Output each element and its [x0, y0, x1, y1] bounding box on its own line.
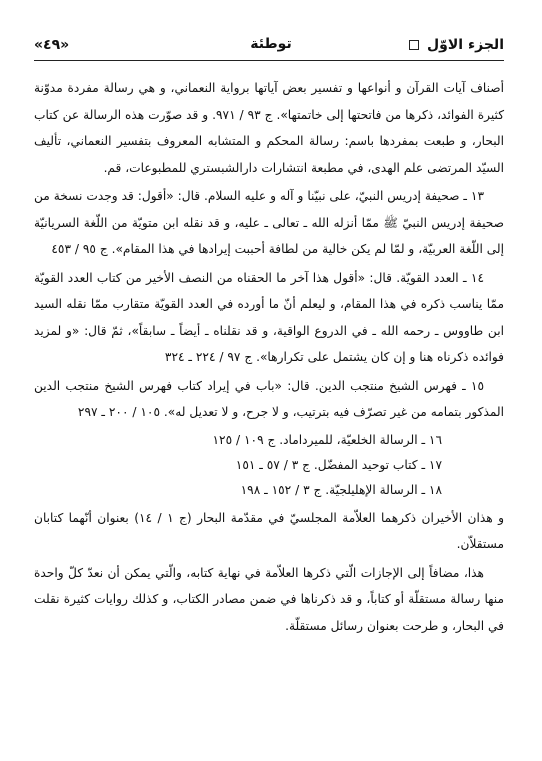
- section-title: الجزء الاوّل: [427, 37, 504, 53]
- numbered-list: [34, 428, 504, 503]
- paragraph: ١٥ ـ فهرس الشيخ منتجب الدين. قال: «باب في إيراد كتاب فهرس الشيخ منتجب الدين المذكور بتمامه من غير تصرّف فيه بترتيب، و لا جرح، و لا تعديل له». ١٠٥ / ٢٠٠ ـ ٢٩٧: [34, 378, 504, 419]
- list-item: ١٨ ـ الرسالة الإهليلجيّة. ج ٣ / ١٥٢ ـ ١٩٨: [240, 482, 442, 497]
- paragraph: هذا، مضافاً إلى الإجازات الّتي ذكرها العلاّمة في نهاية كتابه، والّتي يمكن أن نعدّ كلّ واحدة منها رسالة مستقلّة أو كتاباً، و قد ذكرناها في ضمن مصادر الكتاب، و كذلك روايات كثيرة نقلت في البحار، و طرحت بعنوان رسائل مستقلّة.: [34, 565, 504, 633]
- list-item: ١٧ ـ كتاب توحيد المفضّل. ج ٣ / ٥٧ ـ ١٥١: [235, 457, 442, 472]
- paragraph: أصناف آيات القرآن و أنواعها و تفسير بعض آياتها برواية النعماني، و هي رسالة مفردة مدوّنة كثيرة الفوائد، ذكرها من فاتحتها إلى خاتمتها». ج ٩٣ / ٩٧١. و قد صوّرت هذه الرسالة عن كتاب البحار، و طبعت بمفردها باسم: رسالة المحكم و المتشابه المعروف بتفسير النعماني، تأليف السيّد المرتضى علم الهدى، في مطبعة انتشارات دارالشبستري للمطبوعات، قم.: [34, 81, 504, 175]
- list-item: ١٦ ـ الرسالة الخلعيّة، للميرداماد. ج ١٠٩ / ١٢٥: [212, 432, 442, 447]
- paragraph: ١٤ ـ العدد القويّة. قال: «أقول هذا آخر ما الحقناه من النصف الأخير من كتاب العدد القويّة ممّا يناسب ذكره في هذا المقام، و ليعلم أنّ ما أورده في العدد القويّة متقارب ممّا نقله السيد ابن طاووس ـ رحمه الله ـ في الدروع الواقية، و قد نقلناه ـ أيضاً ـ سابقاً»، ثمّ قال: «و لمزيد فوائده ذكرناه هنا و إن كان يشتمل على تكرارها». ج ٩٧ / ٢٢٤ ـ ٣٢٤: [34, 270, 504, 364]
- page-body: [34, 75, 504, 639]
- header-title: توطئة: [250, 36, 292, 52]
- paragraph: ١٣ ـ صحيفة إدريس النبيّ، على نبيّنا و آله و عليه السلام. قال: «أقول: قد وجدت نسخة من صحيفة إدريس النبيّ ﷺ ممّا أنزله الله ـ تعالى ـ عليه، و قد نقله ابن متويّة من اللّغة السريانيّة إلى اللّغة العربيّة، و لمّا لم يكن خالية من لطافة أحببت إيرادها في هذا المقام». ج ٩٥ / ٤٥٣: [34, 189, 504, 256]
- paragraph: و هذان الأخيران ذكرهما العلاّمة المجلسيّ في مقدّمة البحار (ج ١ / ١٤) بعنوان أنّهما كتابان مستقلاّن.: [34, 510, 504, 551]
- page-number: «٤٩»: [34, 37, 70, 53]
